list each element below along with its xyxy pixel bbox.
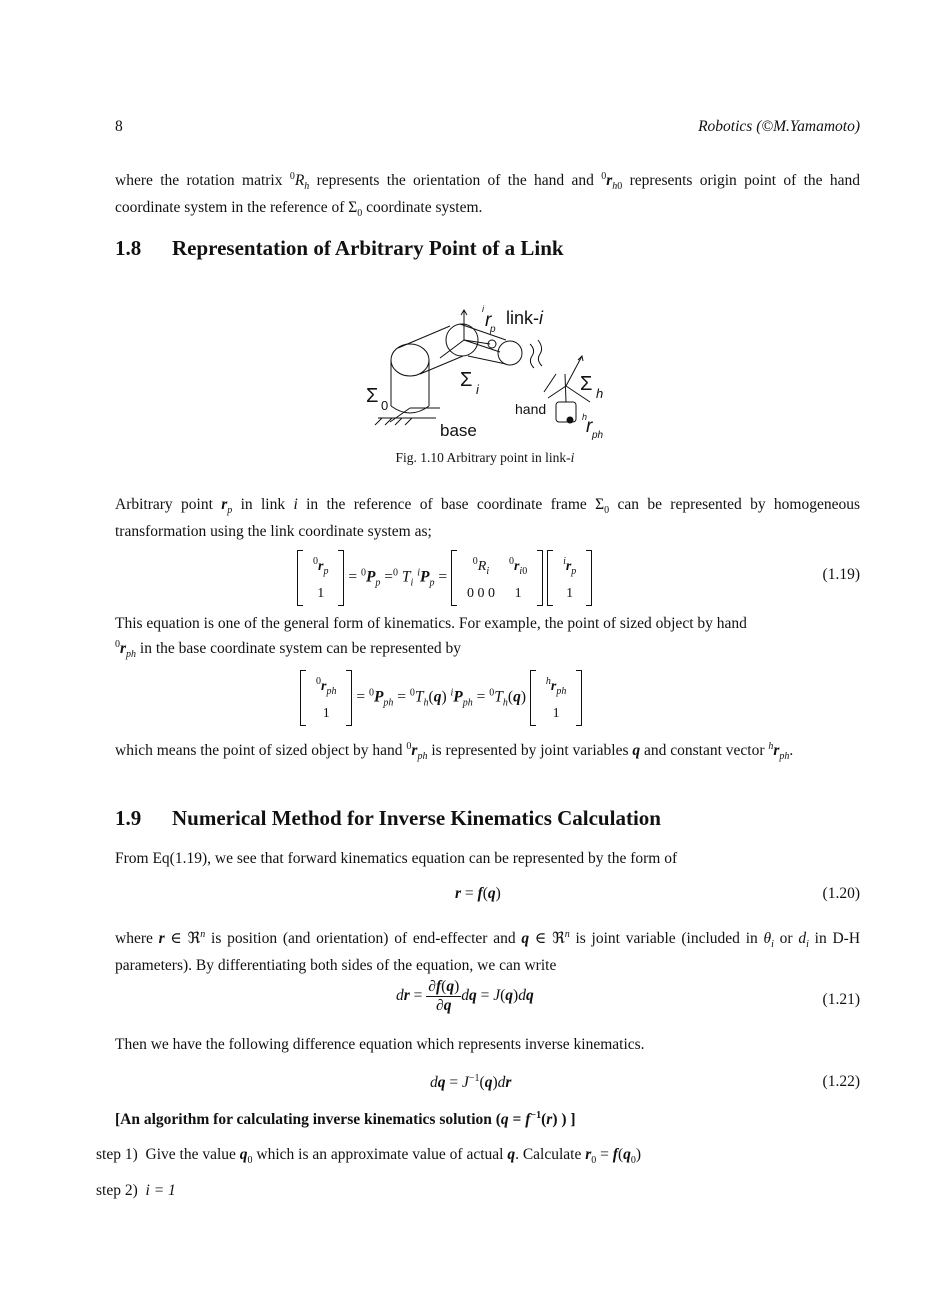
paragraph-hand-orientation: where the rotation matrix $^0R_h$ represents the orientation of the hand and $^0r_{h0}$ represents origin point of the hand coordinate system in the reference of $\Sigma_0$ coordinate system. bbox=[115, 171, 860, 219]
algorithm-step-1: step 1) Give the value $q_0$ which is an approximate value of actual q. Calculate $r_0 = f(q_0)$ bbox=[96, 1146, 642, 1166]
equation-1-20: r = f(q) bbox=[455, 885, 501, 902]
equation-1-19: $^0r_p$ 1 = $^0P_p =^0$ $T_i$ $^iP_p$ = $^0R_i$ $^0r_{i0}$ 0 0 0 1 $^ir_p$ 1 bbox=[297, 550, 592, 606]
svg-text:ph: ph bbox=[592, 430, 604, 441]
svg-text:base: base bbox=[440, 421, 477, 440]
svg-text:Σ: Σ bbox=[580, 373, 593, 395]
svg-text:i: i bbox=[476, 382, 479, 397]
paragraph-joint-variables: which means the point of sized object by hand $^0r_{ph}$ is represented by joint variables q and constant vector $^hr_{ph}$. bbox=[115, 741, 794, 762]
svg-text:Σ: Σ bbox=[366, 385, 379, 407]
paragraph-difference-equation: Then we have the following difference equation which represents inverse kinematics. bbox=[115, 1036, 645, 1053]
svg-text:i: i bbox=[482, 304, 484, 314]
equation-1-21: dr = $\frac{\partial f(q)}{\partial q}$ dq = J(q)dq bbox=[396, 978, 534, 1014]
section-heading-1-8: 1.8 Representation of Arbitrary Point of a Link bbox=[115, 236, 564, 260]
algorithm-step-2: step 2) i = 1 bbox=[96, 1182, 176, 1199]
link-diagram bbox=[360, 298, 620, 446]
link-label: link-i bbox=[506, 308, 544, 328]
paragraph-forward-kinematics: From Eq(1.19), we see that forward kinematics equation can be represented by the form of bbox=[115, 850, 678, 867]
svg-text:r: r bbox=[586, 416, 593, 437]
equation-number-1-21: (1.21) bbox=[822, 991, 860, 1008]
paragraph-where-r: where r ∈ ℜ$^n$ is position (and orientation) of end-effecter and q ∈ ℜ$^n$ is joint variable (included in $\theta_i$ or $d_i$ in D-H parameters). By differentiating both sides of the equation, we can write bbox=[115, 929, 861, 974]
equation-1-22: dq = $J^{-1}(q)dr$ bbox=[430, 1073, 512, 1091]
svg-text:r: r bbox=[485, 310, 492, 331]
svg-text:h: h bbox=[596, 386, 604, 401]
figure-caption: Fig. 1.10 Arbitrary point in link-i bbox=[395, 450, 575, 465]
svg-text:0: 0 bbox=[381, 398, 389, 413]
equation-number-1-20: (1.20) bbox=[822, 885, 860, 902]
svg-text:h: h bbox=[582, 412, 588, 422]
svg-text:hand: hand bbox=[515, 401, 547, 417]
paragraph-general-form: This equation is one of the general form of kinematics. For example, the point of sized object by hand $^0r_{ph}$ in the base coordinate system can be represented by bbox=[115, 615, 747, 660]
svg-text:p: p bbox=[490, 324, 496, 335]
equation-number-1-19: (1.19) bbox=[822, 566, 860, 583]
page-number: 8 bbox=[115, 118, 123, 135]
equation-number-1-22: (1.22) bbox=[822, 1073, 860, 1090]
algorithm-title: [An algorithm for calculating inverse kinematics solution ($q = f^{-1}(r)$ ) ] bbox=[115, 1110, 576, 1128]
svg-text:Σ: Σ bbox=[460, 369, 473, 391]
running-title: Robotics (©M.Yamamoto) bbox=[698, 118, 860, 135]
equation-hand-point: $^0r_{ph}$ 1 = $^0P_{ph} = ^0T_h(q) ^iP_{ph} = ^0T_h(q)$ $^hr_{ph}$ 1 bbox=[300, 670, 582, 726]
section-heading-1-9: 1.9 Numerical Method for Inverse Kinematics Calculation bbox=[115, 806, 661, 830]
paragraph-arbitrary-point: Arbitrary point $r_p$ in link i in the reference of base coordinate frame $\Sigma_0$ can be represented by homogeneous transformation using the link coordinate system as; bbox=[115, 496, 861, 540]
